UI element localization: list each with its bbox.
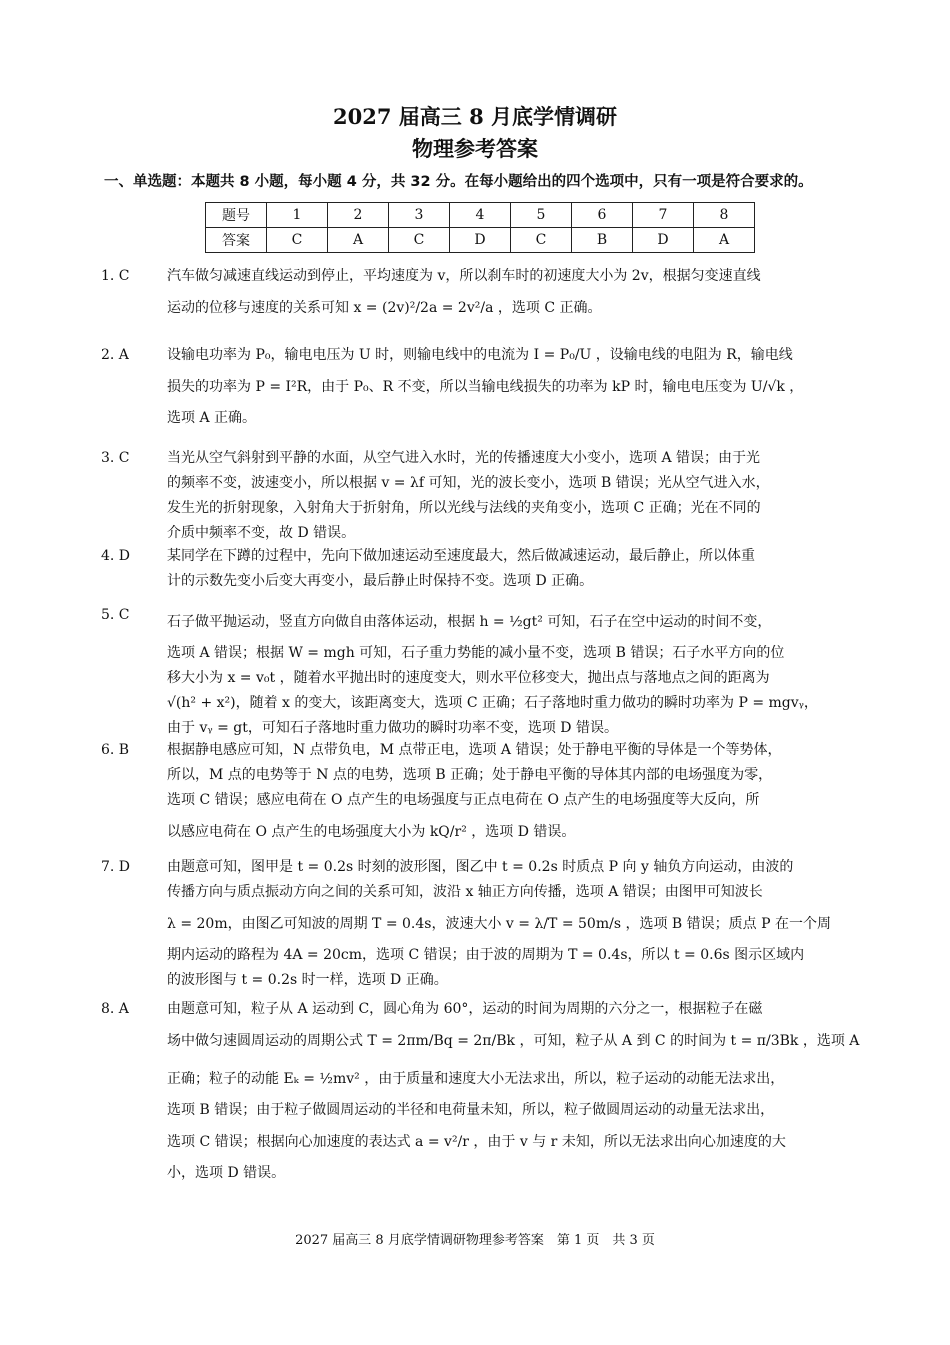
item-number: 1. C [101,268,130,284]
item-line: 由题意可知，粒子从 A 运动到 C，圆心角为 60°，运动的时间为周期的六分之一，根据粒子在磁 [167,1001,763,1017]
item-line: 根据静电感应可知，N 点带负电，M 点带正电，选项 A 错误；处于静电平衡的导体是一个等势体， [167,742,782,758]
item-number: 8. A [101,1001,129,1017]
item-line: 选项 C 错误；感应电荷在 O 点产生的电场强度与正点电荷在 O 点产生的电场强度等大反向，所 [167,792,760,808]
answer-item-4 [101,544,861,594]
section-heading: 一、单选题：本题共 8 小题，每小题 4 分，共 32 分。在每小题给出的四个选项中，只有一项是符合要求的。 [104,174,813,190]
item-line: √(h² + x²)，随着 x 的变大，该距离变大，选项 C 正确；石子落地时重力做功的瞬时功率为 P = mgvᵧ， [167,695,818,711]
answer-item-5 [101,603,861,741]
item-number: 3. C [101,450,130,466]
answer-table-number-row [206,203,755,228]
item-line: 以感应电荷在 O 点产生的电场强度大小为 kQ/r² ，选项 D 错误。 [167,824,576,840]
table-cell-answer: A [328,228,389,253]
item-line: 场中做匀速圆周运动的周期公式 T = 2πm/Bq = 2π/Bk ，可知，粒子从 A 到 C 的时间为 t = π/3Bk ，选项 A [167,1033,860,1049]
table-cell-number: 3 [389,203,450,228]
table-cell-number: 8 [694,203,755,228]
table-header-number: 题号 [206,203,267,228]
table-cell-answer: C [389,228,450,253]
table-header-answer: 答案 [206,228,267,253]
answer-table-answer-row [206,228,755,253]
table-cell-number: 4 [450,203,511,228]
table-cell-answer: D [633,228,694,253]
answer-item-1 [101,264,861,327]
table-cell-answer: C [267,228,328,253]
answer-table [205,202,755,253]
document-title: 2027 届高三 8 月底学情调研 [333,104,617,129]
answer-item-8 [101,997,861,1186]
item-number: 7. D [101,859,131,875]
answer-item-6 [101,738,861,851]
item-line: 期内运动的路程为 4A = 20cm，选项 C 错误；由于波的周期为 T = 0.4s，所以 t = 0.6s 图示区域内 [167,947,805,963]
item-line: 由于 vᵧ = gt，可知石子落地时重力做功的瞬时功率不变，选项 D 错误。 [167,720,618,736]
item-line: 传播方向与质点振动方向之间的关系可知，波沿 x 轴正方向传播，选项 A 错误；由图甲可知波长 [167,884,763,900]
item-line: 某同学在下蹲的过程中，先向下做加速运动至速度最大，然后做减速运动，最后静止，所以体重 [167,548,755,564]
item-line: 选项 A 错误；根据 W = mgh 可知，石子重力势能的减小量不变，选项 B 错误；石子水平方向的位 [167,645,785,661]
item-line: 石子做平抛运动，竖直方向做自由落体运动，根据 h = ½gt² 可知，石子在空中运动的时间不变， [167,614,772,630]
document-subtitle: 物理参考答案 [412,136,538,161]
item-number: 4. D [101,548,131,564]
table-cell-answer: D [450,228,511,253]
answer-item-2 [101,343,861,431]
item-number: 6. B [101,742,130,758]
item-line: 的频率不变，波速变小，所以根据 v = λf 可知，光的波长变小，选项 B 错误；光从空气进入水， [167,475,770,491]
item-line: 选项 B 错误；由于粒子做圆周运动的半径和电荷量未知，所以，粒子做圆周运动的动量无法求出， [167,1102,775,1118]
item-number: 5. C [101,607,130,623]
table-cell-answer: C [511,228,572,253]
item-number: 2. A [101,347,129,363]
table-cell-answer: A [694,228,755,253]
item-line: 由题意可知，图甲是 t = 0.2s 时刻的波形图，图乙中 t = 0.2s 时质点 P 向 y 轴负方向运动，由波的 [167,859,794,875]
item-line: λ = 20m，由图乙可知波的周期 T = 0.4s，波速大小 v = λ/T = 50m/s ，选项 B 错误；质点 P 在一个周 [167,916,831,932]
item-line: 小，选项 D 错误。 [167,1165,286,1181]
table-cell-number: 2 [328,203,389,228]
item-line: 损失的功率为 P = I²R，由于 P₀、R 不变，所以当输电线损失的功率为 kP 时，输电电压变为 U/√k ， [167,379,804,395]
item-line: 选项 C 错误；根据向心加速度的表达式 a = v²/r ，由于 v 与 r 未知，所以无法求出向心加速度的大 [167,1134,786,1150]
item-line: 运动的位移与速度的关系可知 x = (2v)²/2a = 2v²/a ，选项 C 正确。 [167,300,602,316]
item-line: 当光从空气斜射到平静的水面，从空气进入水时，光的传播速度大小变小，选项 A 错误；由于光 [167,450,761,466]
item-line: 计的示数先变小后变大再变小，最后静止时保持不变。选项 D 正确。 [167,573,594,589]
item-line: 的波形图与 t = 0.2s 时一样，选项 D 正确。 [167,972,448,988]
item-line: 发生光的折射现象，入射角大于折射角，所以光线与法线的夹角变小，选项 C 正确；光在不同的 [167,500,761,516]
answer-item-7 [101,855,861,993]
item-line: 设输电功率为 P₀，输电电压为 U 时，则输电线中的电流为 I = P₀/U ，设输电线的电阻为 R，输电线 [167,347,793,363]
table-cell-answer: B [572,228,633,253]
item-line: 介质中频率不变，故 D 错误。 [167,525,356,541]
item-line: 汽车做匀减速直线运动到停止，平均速度为 v，所以刹车时的初速度大小为 2v，根据匀变速直线 [167,268,761,284]
table-cell-number: 5 [511,203,572,228]
item-line: 所以，M 点的电势等于 N 点的电势，选项 B 正确；处于静电平衡的导体其内部的电场强度为零， [167,767,773,783]
item-line: 选项 A 正确。 [167,410,257,426]
answer-item-3 [101,446,861,546]
table-cell-number: 7 [633,203,694,228]
item-line: 移大小为 x = v₀t ，随着水平抛出时的速度变大，则水平位移变大，抛出点与落地点之间的距离为 [167,670,770,686]
page-footer: 2027 届高三 8 月底学情调研物理参考答案 第 1 页 共 3 页 [295,1233,655,1248]
table-cell-number: 1 [267,203,328,228]
table-cell-number: 6 [572,203,633,228]
item-line: 正确；粒子的动能 Eₖ = ½mv² ，由于质量和速度大小无法求出，所以，粒子运动的动能无法求出， [167,1071,785,1087]
